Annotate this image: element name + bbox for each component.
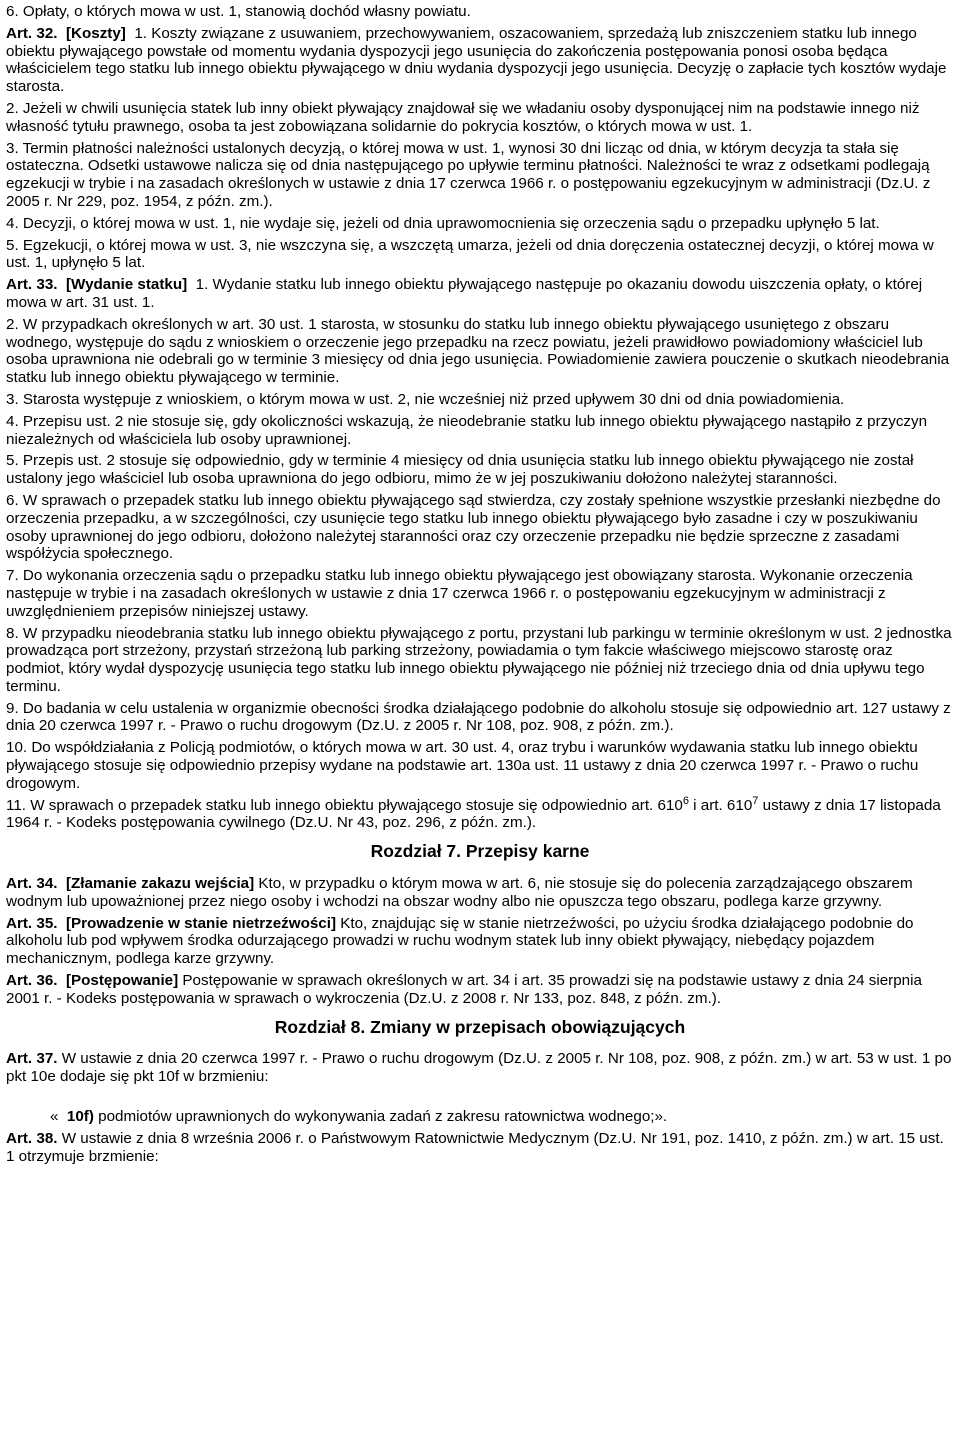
- article-number: Art. 33.: [6, 276, 58, 294]
- article-text: Postępowanie w sprawach określonych w art. 34 i art. 35 prowadzi się na podstawie ustawy z dnia 24 sierpnia 2001 r. - Kodeks postępowania w sprawach o wykroczenia (Dz.U. z 2008 r. Nr 133, poz. 848, z późn. zm.).: [6, 972, 922, 1007]
- text-fragment: ustawy z dnia 17 listopada 1964 r. - Kodeks postępowania cywilnego (Dz.U. Nr 43, poz. 296, z późn. zm.).: [6, 796, 941, 832]
- quote-open: «: [50, 1108, 59, 1126]
- article-title: [Koszty]: [65, 24, 126, 42]
- paragraph-art31-ust6: 6. Opłaty, o których mowa w ust. 1, stanowią dochód własny powiatu.: [6, 3, 471, 20]
- paragraph-art33-ust8: 8. W przypadku nieodebrania statku lub innego obiektu pływającego z portu, przystani lub parkingu w terminie określonym w ust. 2 jednostka prowadząca port strzeżony, przystań strzeżoną lub parking strzeżony, powiadamia o tym fakcie właściwego miejscowo starostę oraz podmiot, który wydał dyspozycję usunięcia tego statku lub innego obiektu pływającego nie później niż trzeciego dnia od dnia upływu tego terminu.: [6, 624, 952, 695]
- paragraph-art33-ust10: 10. Do współdziałania z Policją podmiotów, o których mowa w art. 30 ust. 4, oraz trybu i warunków wydawania statku lub innego obiektu pływającego stosuje się odpowiednio przepisy wydane na podstawie art. 130a ust. 11 ustawy z dnia 20 czerwca 1997 r. - Prawo o ruchu drogowym.: [6, 739, 919, 792]
- paragraph-art33-ust9: 9. Do badania w celu ustalenia w organizmie obecności środka działającego podobnie do alkoholu stosuje się odpowiednio art. 127 ustawy z dnia 20 czerwca 1997 r. - Prawo o ruchu drogowym (Dz.U. z 2005 r. Nr 108, poz. 908, z późn. zm.).: [6, 699, 951, 735]
- paragraph-art32-ust5: 5. Egzekucji, o której mowa w ust. 3, nie wszczyna się, a wszczętą umarza, jeżeli od dnia doręczenia ostatecznej decyzji, o której mowa w ust. 1, upłynęło 5 lat.: [6, 236, 934, 272]
- paragraph-art33-ust2: 2. W przypadkach określonych w art. 30 ust. 1 starosta, w stosunku do statku lub innego obiektu pływającego usuniętego z obszaru wodnego, występuje do sądu z wnioskiem o orzeczenie jego przepadku na rzecz powiatu, jeżeli prawidłowo powiadomiony właściciel lub osoba uprawniona nie odebrali go w terminie 3 miesięcy od dnia jego usunięcia. Powiadomienie zawiera pouczenie o skutkach nieodebrania statku lub innego obiektu pływającego w terminie.: [6, 315, 950, 387]
- paragraph-art33-ust4: 4. Przepisu ust. 2 nie stosuje się, gdy okoliczności wskazują, że nieodebranie statku lub innego obiektu pływającego nastąpiło z przyczyn niezależnych od właściciela lub osoby uprawnionej.: [6, 412, 928, 448]
- article-number: Art. 37.: [6, 1050, 58, 1068]
- article-text: Kto, znajdując się w stanie nietrzeźwości, po użyciu środka działającego podobnie do alkoholu lub pod wpływem środka odurzającego prowadzi w ruchu wodnym statek lub inny obiekt pływający, niebędący pojazdem mechanicznym, podlega karze grzywny.: [6, 914, 914, 968]
- quote-text: podmiotów uprawnionych do wykonywania zadań z zakresu ratownictwa wodnego;».: [93, 1108, 668, 1126]
- paragraph-art32-ust4: 4. Decyzji, o której mowa w ust. 1, nie wydaje się, jeżeli od dnia uprawomocnienia się orzeczenia sądu o przepadku upłynęło 5 lat.: [6, 214, 880, 232]
- paragraph-art33-ust5: 5. Przepis ust. 2 stosuje się odpowiednio, gdy w terminie 4 miesięcy od dnia usunięcia statku lub innego obiektu pływającego nie został ustalony jego właściciel lub osoba uprawniona do jego odbioru, mimo że w jej poszukiwaniu dołożono należytej staranności.: [6, 452, 914, 488]
- paragraph-art32-ust2: 2. Jeżeli w chwili usunięcia statek lub inny obiekt pływający znajdował się we władaniu osoby dysponującej nim na podstawie innego niż własność tytułu prawnego, osoba ta jest zobowiązana solidarnie do pokrycia kosztów, o których mowa w ust. 1.: [6, 99, 920, 135]
- article-number: Art. 36.: [6, 972, 58, 990]
- superscript: 7: [752, 794, 759, 807]
- article-number: Art. 35.: [6, 914, 58, 932]
- quoted-amendment: [6, 1108, 954, 1126]
- paragraph-art33-ust11: [6, 794, 954, 833]
- article-title: [Złamanie zakazu wejścia]: [65, 875, 255, 893]
- paragraph-art33-ust7: 7. Do wykonania orzeczenia sądu o przepadku statku lub innego obiektu pływającego jest obowiązany starosta. Wykonanie orzeczenia następuje w trybie i na zasadach określonych w ustawie z dnia 17 czerwca 1966 r. o postępowaniu egzekucyjnym w administracji z uwzględnieniem przepisów niniejszej ustawy.: [6, 567, 913, 620]
- chapter-heading-8: Rozdział 8. Zmiany w przepisach obowiązujących: [274, 1016, 686, 1037]
- article-text: W ustawie z dnia 8 września 2006 r. o Państwowym Ratownictwie Medycznym (Dz.U. Nr 191, poz. 1410, z późn. zm.) w art. 15 ust. 1 otrzymuje brzmienie:: [6, 1129, 944, 1165]
- text-fragment: 11. W sprawach o przepadek statku lub innego obiektu pływającego stosuje się odpowiednio art. 610: [6, 796, 683, 814]
- article-text: 1. Koszty związane z usuwaniem, przechowywaniem, oszacowaniem, sprzedażą lub zniszczeniem statku lub innego obiektu pływającego powstałe od momentu wydania dyspozycji jego usunięcia do zakończenia postępowania ponosi osoba będąca właścicielem tego statku lub innego obiektu pływającego w dniu wydania dyspozycji jego usunięcia. Decyzję o zapłacie tych kosztów wydaje starosta.: [6, 24, 947, 96]
- article-number: Art. 32.: [6, 24, 58, 42]
- article-number: Art. 34.: [6, 875, 58, 893]
- text-fragment: i art. 610: [688, 796, 753, 814]
- paragraph-art33-ust6: 6. W sprawach o przepadek statku lub innego obiektu pływającego sąd stwierdza, czy zostały spełnione wszystkie przesłanki niezbędne do orzeczenia przepadku, a w szczególności, czy usunięcie tego statku lub innego obiektu pływającego było zasadne i czy w poszukiwaniu osoby uprawnionej do jego odbioru, dołożono należytej staranności oraz czy orzeczenie przepadku nie będzie sprzeczne z zasadami współżycia społecznego.: [6, 491, 941, 563]
- paragraph-art36: [6, 972, 954, 1008]
- paragraph-art32-ust3: 3. Termin płatności należności ustalonych decyzją, o której mowa w ust. 1, wynosi 30 dni licząc od dnia, w którym decyzja ta stała się ostateczna. Odsetki ustawowe nalicza się od dnia następującego po upływie terminu płatności. Należności te wraz z odsetkami podlegają egzekucji w trybie i na zasadach określonych w ustawie z dnia 17 czerwca 1966 r. o postępowaniu egzekucyjnym w administracji (Dz.U. z 2005 r. Nr 229, poz. 1954, z późn. zm.).: [6, 139, 931, 210]
- article-title: [Wydanie statku]: [65, 276, 188, 294]
- paragraph-art37: [6, 1050, 954, 1086]
- paragraph-art32-ust1: [6, 25, 954, 96]
- paragraph-art33-ust3: 3. Starosta występuje z wnioskiem, o którym mowa w ust. 2, nie wcześniej niż przed upływem 30 dni od dnia powiadomienia.: [6, 390, 845, 408]
- article-title: [Prowadzenie w stanie nietrzeźwości]: [65, 914, 337, 932]
- article-text: 1. Wydanie statku lub innego obiektu pływającego następuje po okazaniu dowodu uiszczenia opłaty, o której mowa w art. 31 ust. 1.: [6, 276, 923, 311]
- chapter-heading-7: Rozdział 7. Przepisy karne: [370, 841, 590, 862]
- superscript: 6: [682, 794, 689, 807]
- paragraph-art34: [6, 875, 954, 911]
- article-number: Art. 38.: [6, 1129, 58, 1147]
- point-label: 10f): [66, 1108, 94, 1126]
- paragraph-art38: [6, 1130, 954, 1166]
- article-text: W ustawie z dnia 20 czerwca 1997 r. - Prawo o ruchu drogowym (Dz.U. z 2005 r. Nr 108, poz. 908, z późn. zm.) w art. 53 w ust. 1 po pkt 10e dodaje się pkt 10f w brzmieniu:: [6, 1050, 952, 1086]
- paragraph-art35: [6, 915, 954, 968]
- article-title: [Postępowanie]: [65, 972, 179, 990]
- article-text: Kto, w przypadku o którym mowa w art. 6, nie stosuje się do polecenia zarządzającego obszarem wodnym lub upoważnionej przez niego osoby i wchodzi na obszar wodny albo nie opuszcza tego obszaru, podlega karze grzywny.: [6, 875, 913, 910]
- paragraph-art33-ust1: [6, 276, 954, 312]
